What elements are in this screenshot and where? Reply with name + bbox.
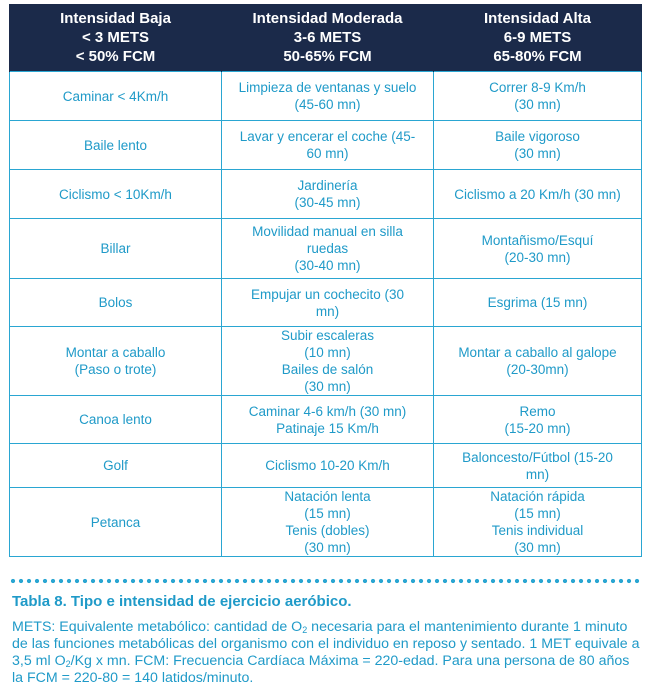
cell-baja <box>10 396 222 444</box>
cell-text: Remo <box>519 403 556 419</box>
header-line: Intensidad Moderada <box>252 10 403 27</box>
cell-moderada <box>222 327 434 396</box>
cell-text: Montañismo/Esquí <box>481 232 594 248</box>
cell-text: (10 mn) <box>304 345 351 360</box>
cell-moderada <box>222 444 434 488</box>
table-caption-title: Tabla 8. Tipo e intensidad de ejercicio aeróbico. <box>12 593 352 610</box>
caption-text: METS: Equivalente metabólico: cantidad de O <box>12 619 303 635</box>
cell-text: Ciclismo 10-20 Km/h <box>265 458 390 473</box>
cell-text: ruedas <box>306 241 349 256</box>
cell-baja <box>10 327 222 396</box>
cell-alta <box>434 170 642 219</box>
cell-alta <box>434 444 642 488</box>
table-row <box>10 444 642 488</box>
cell-text: (30 mn) <box>514 146 561 161</box>
cell-text: Caminar 4-6 km/h (30 mn) <box>248 403 407 419</box>
header-baja <box>10 4 222 72</box>
exercise-intensity-table <box>9 4 642 557</box>
cell-text: Esgrima (15 mn) <box>487 295 588 310</box>
cell-text: (20-30mn) <box>506 362 569 377</box>
cell-text: (30 mn) <box>514 540 561 555</box>
table-body <box>10 72 642 557</box>
header-line: 3-6 METS <box>293 29 362 46</box>
table-row <box>10 396 642 444</box>
cell-alta <box>434 396 642 444</box>
cell-text: Baile vigoroso <box>495 129 580 144</box>
cell-text: mn) <box>525 466 550 482</box>
cell-alta <box>434 279 642 327</box>
cell-text: (30 mn) <box>304 540 351 555</box>
subscript: 2 <box>302 625 308 635</box>
header-line: 65-80% FCM <box>493 48 582 65</box>
cell-baja <box>10 121 222 170</box>
cell-text: Golf <box>103 458 128 473</box>
cell-text: Montar a caballo al galope <box>458 345 617 360</box>
cell-text: Correr 8-9 Km/h <box>489 80 586 95</box>
cell-text: (15 mn) <box>304 506 351 521</box>
cell-baja <box>10 72 222 121</box>
cell-baja <box>10 170 222 219</box>
table-row <box>10 327 642 396</box>
cell-text: (30 mn) <box>514 97 561 112</box>
cell-moderada <box>222 279 434 327</box>
caption-text: /Kg x mn. FCM: Frecuencia Cardíaca Máxima = 220-edad. Para una persona de 80 años la FCM = 220-80 = 140 latidos/minuto. <box>12 653 630 686</box>
cell-text: Baloncesto/Fútbol (15-20 <box>462 449 613 465</box>
header-line: 50-65% FCM <box>283 48 372 65</box>
cell-text: Bailes de salón <box>281 362 374 377</box>
table-row <box>10 488 642 557</box>
cell-baja <box>10 279 222 327</box>
caption-text: necesaria para el mantenimiento durante 1 minuto de las funciones metabólicas del organismo con el individuo en reposo y sentado. 1 MET equivale a 3,5 ml O <box>12 619 640 669</box>
cell-text: (30-45 mn) <box>294 195 361 210</box>
cell-text: Limpieza de ventanas y suelo <box>238 80 417 95</box>
header-row <box>10 4 642 72</box>
cell-text: (15 mn) <box>514 506 561 521</box>
cell-text: (30 mn) <box>304 379 351 394</box>
table-row <box>10 219 642 279</box>
cell-moderada <box>222 488 434 557</box>
cell-text: Billar <box>100 241 131 256</box>
header-line: < 3 METS <box>81 29 150 46</box>
cell-text: mn) <box>315 303 340 319</box>
cell-text: Baile lento <box>83 137 148 153</box>
cell-text: (20-30 mn) <box>504 249 571 265</box>
cell-text: Bolos <box>98 295 133 310</box>
cell-text: Ciclismo a 20 Km/h (30 mn) <box>454 186 621 202</box>
table-row <box>10 121 642 170</box>
cell-text: Ciclismo < 10Km/h <box>59 186 172 202</box>
header-line: < 50% FCM <box>75 48 156 65</box>
cell-text: Montar a caballo <box>65 345 166 360</box>
cell-text: Natación lenta <box>284 489 371 504</box>
cell-baja <box>10 444 222 488</box>
cell-moderada <box>222 121 434 170</box>
cell-text: (15-20 mn) <box>504 420 571 436</box>
cell-text: 60 mn) <box>306 146 349 161</box>
cell-text: (Paso o trote) <box>74 362 157 377</box>
cell-text: Natación rápida <box>490 489 585 504</box>
header-line: 6-9 METS <box>503 29 572 46</box>
cell-alta <box>434 219 642 279</box>
cell-baja <box>10 219 222 279</box>
cell-moderada <box>222 72 434 121</box>
cell-text: Patinaje 15 Km/h <box>276 420 379 436</box>
table-header <box>10 4 642 72</box>
cell-text: (45-60 mn) <box>294 97 361 112</box>
cell-moderada <box>222 396 434 444</box>
header-alta <box>434 4 642 72</box>
dotted-divider <box>9 578 641 584</box>
cell-text: Subir escaleras <box>280 328 375 343</box>
cell-text: Jardinería <box>297 178 358 193</box>
cell-baja <box>10 488 222 557</box>
cell-text: (30-40 mn) <box>294 258 361 273</box>
cell-text: Caminar < 4Km/h <box>62 88 169 104</box>
cell-text: Petanca <box>90 514 141 530</box>
table-caption-notes <box>12 619 640 687</box>
cell-text: Canoa lento <box>79 412 152 427</box>
table-row <box>10 279 642 327</box>
cell-text: Tenis (dobles) <box>285 523 370 538</box>
cell-moderada <box>222 219 434 279</box>
cell-alta <box>434 488 642 557</box>
header-line: Intensidad Baja <box>60 10 171 27</box>
cell-text: Movilidad manual en silla <box>252 224 403 239</box>
header-line: Intensidad Alta <box>484 10 591 27</box>
cell-alta <box>434 72 642 121</box>
cell-alta <box>434 121 642 170</box>
cell-moderada <box>222 170 434 219</box>
cell-text: Empujar un cochecito (30 <box>250 286 405 302</box>
table-row <box>10 170 642 219</box>
cell-alta <box>434 327 642 396</box>
subscript: 2 <box>65 659 71 669</box>
cell-text: Tenis individual <box>491 523 584 538</box>
table-row <box>10 72 642 121</box>
header-moderada <box>222 4 434 72</box>
cell-text: Lavar y encerar el coche (45- <box>239 129 416 144</box>
